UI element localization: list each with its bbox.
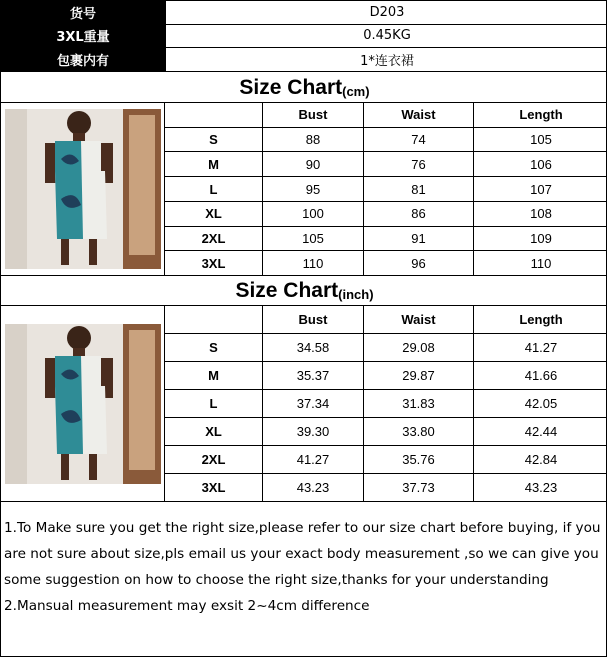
title-text: Size Chart (239, 75, 343, 99)
length-value: 107 (530, 181, 552, 197)
size-label: M (165, 362, 263, 389)
header-cell: Length (519, 312, 563, 327)
info-value: D203 (369, 4, 405, 20)
length-value: 42.44 (524, 424, 558, 439)
bust-value: 39.30 (263, 418, 364, 445)
info-row-package (1, 48, 607, 72)
waist-value: 96 (364, 251, 474, 275)
table-row (165, 251, 607, 275)
title-unit: (inch) (338, 287, 374, 302)
waist-value: 76 (364, 152, 474, 176)
bust-value: 43.23 (263, 474, 364, 501)
table-row (165, 474, 607, 501)
bust-value: 41.27 (263, 446, 364, 473)
header-cell (165, 103, 263, 127)
size-label: S (165, 128, 263, 152)
info-key: 货号 (1, 1, 166, 24)
bust-value: 88 (263, 128, 364, 152)
table-row (165, 390, 607, 418)
info-row-sku (1, 1, 607, 25)
table-header-row (165, 103, 607, 128)
waist-value: 29.87 (364, 362, 474, 389)
header-cell: Waist (364, 306, 474, 333)
bust-value: 90 (263, 152, 364, 176)
waist-value: 35.76 (364, 446, 474, 473)
bust-value: 110 (263, 251, 364, 275)
header-cell: Length (519, 107, 563, 123)
table-row (165, 334, 607, 362)
info-key: 包裹内有 (1, 48, 166, 71)
length-value: 41.27 (524, 340, 558, 355)
model-photo-cell (1, 306, 165, 501)
sizing-notes (1, 513, 606, 621)
table-row (165, 152, 607, 177)
table-row (165, 227, 607, 252)
info-value: 0.45KG (363, 28, 411, 44)
size-table-cm (165, 103, 607, 275)
waist-value: 86 (364, 202, 474, 226)
size-label: S (165, 334, 263, 361)
size-label: 2XL (165, 227, 263, 251)
model-photo-cell (1, 103, 165, 275)
waist-value: 37.73 (364, 474, 474, 501)
title-text: Size Chart (235, 278, 339, 302)
note-line-2: 2.Mansual measurement may exsit 2~4cm difference (4, 598, 370, 614)
model-photo (5, 324, 161, 484)
bust-value: 37.34 (263, 390, 364, 417)
length-value: 43.23 (524, 480, 558, 495)
waist-value: 74 (364, 128, 474, 152)
bust-value: 105 (263, 227, 364, 251)
bust-value: 35.37 (263, 362, 364, 389)
length-value: 42.05 (524, 396, 558, 411)
size-label: XL (165, 418, 263, 445)
title-unit: (cm) (342, 84, 370, 99)
waist-value: 33.80 (364, 418, 474, 445)
waist-value: 31.83 (364, 390, 474, 417)
table-row (165, 362, 607, 390)
length-value: 105 (530, 132, 552, 148)
length-value: 109 (530, 230, 552, 246)
size-chart-inch-title (1, 276, 607, 306)
table-row (165, 177, 607, 202)
bust-value: 95 (263, 177, 364, 201)
header-cell: Bust (263, 306, 364, 333)
size-label: M (165, 152, 263, 176)
table-row (165, 128, 607, 153)
note-line-1: 1.To Make sure you get the right size,please refer to our size chart before buying, if you are not sure about size,pls email us your exact body measurement ,so we can give you some suggestion on how to choose the right size,thanks for your understanding (4, 520, 601, 588)
table-header-row (165, 306, 607, 334)
size-label: L (165, 177, 263, 201)
length-value: 42.84 (524, 452, 558, 467)
model-photo (5, 109, 161, 269)
table-row (165, 446, 607, 474)
header-cell: Bust (263, 103, 364, 127)
length-value: 110 (530, 255, 552, 271)
header-cell (165, 306, 263, 333)
size-table-inch (165, 306, 607, 501)
length-value: 108 (530, 206, 552, 222)
size-label: 3XL (165, 251, 263, 275)
size-label: XL (165, 202, 263, 226)
size-label: 2XL (165, 446, 263, 473)
waist-value: 81 (364, 177, 474, 201)
length-value: 106 (530, 156, 552, 172)
info-value: 1*连衣裙 (360, 53, 414, 69)
size-label: L (165, 390, 263, 417)
size-chart-cm-title (1, 73, 607, 103)
info-row-weight (1, 25, 607, 49)
waist-value: 29.08 (364, 334, 474, 361)
product-info-table (1, 1, 607, 72)
table-row (165, 202, 607, 227)
length-value: 41.66 (524, 368, 558, 383)
info-key: 3XL重量 (1, 25, 166, 48)
bust-value: 34.58 (263, 334, 364, 361)
size-chart-inch-block (1, 306, 607, 502)
size-chart-cm-block (1, 103, 607, 276)
header-cell: Waist (364, 103, 474, 127)
waist-value: 91 (364, 227, 474, 251)
table-row (165, 418, 607, 446)
size-label: 3XL (165, 474, 263, 501)
bust-value: 100 (263, 202, 364, 226)
